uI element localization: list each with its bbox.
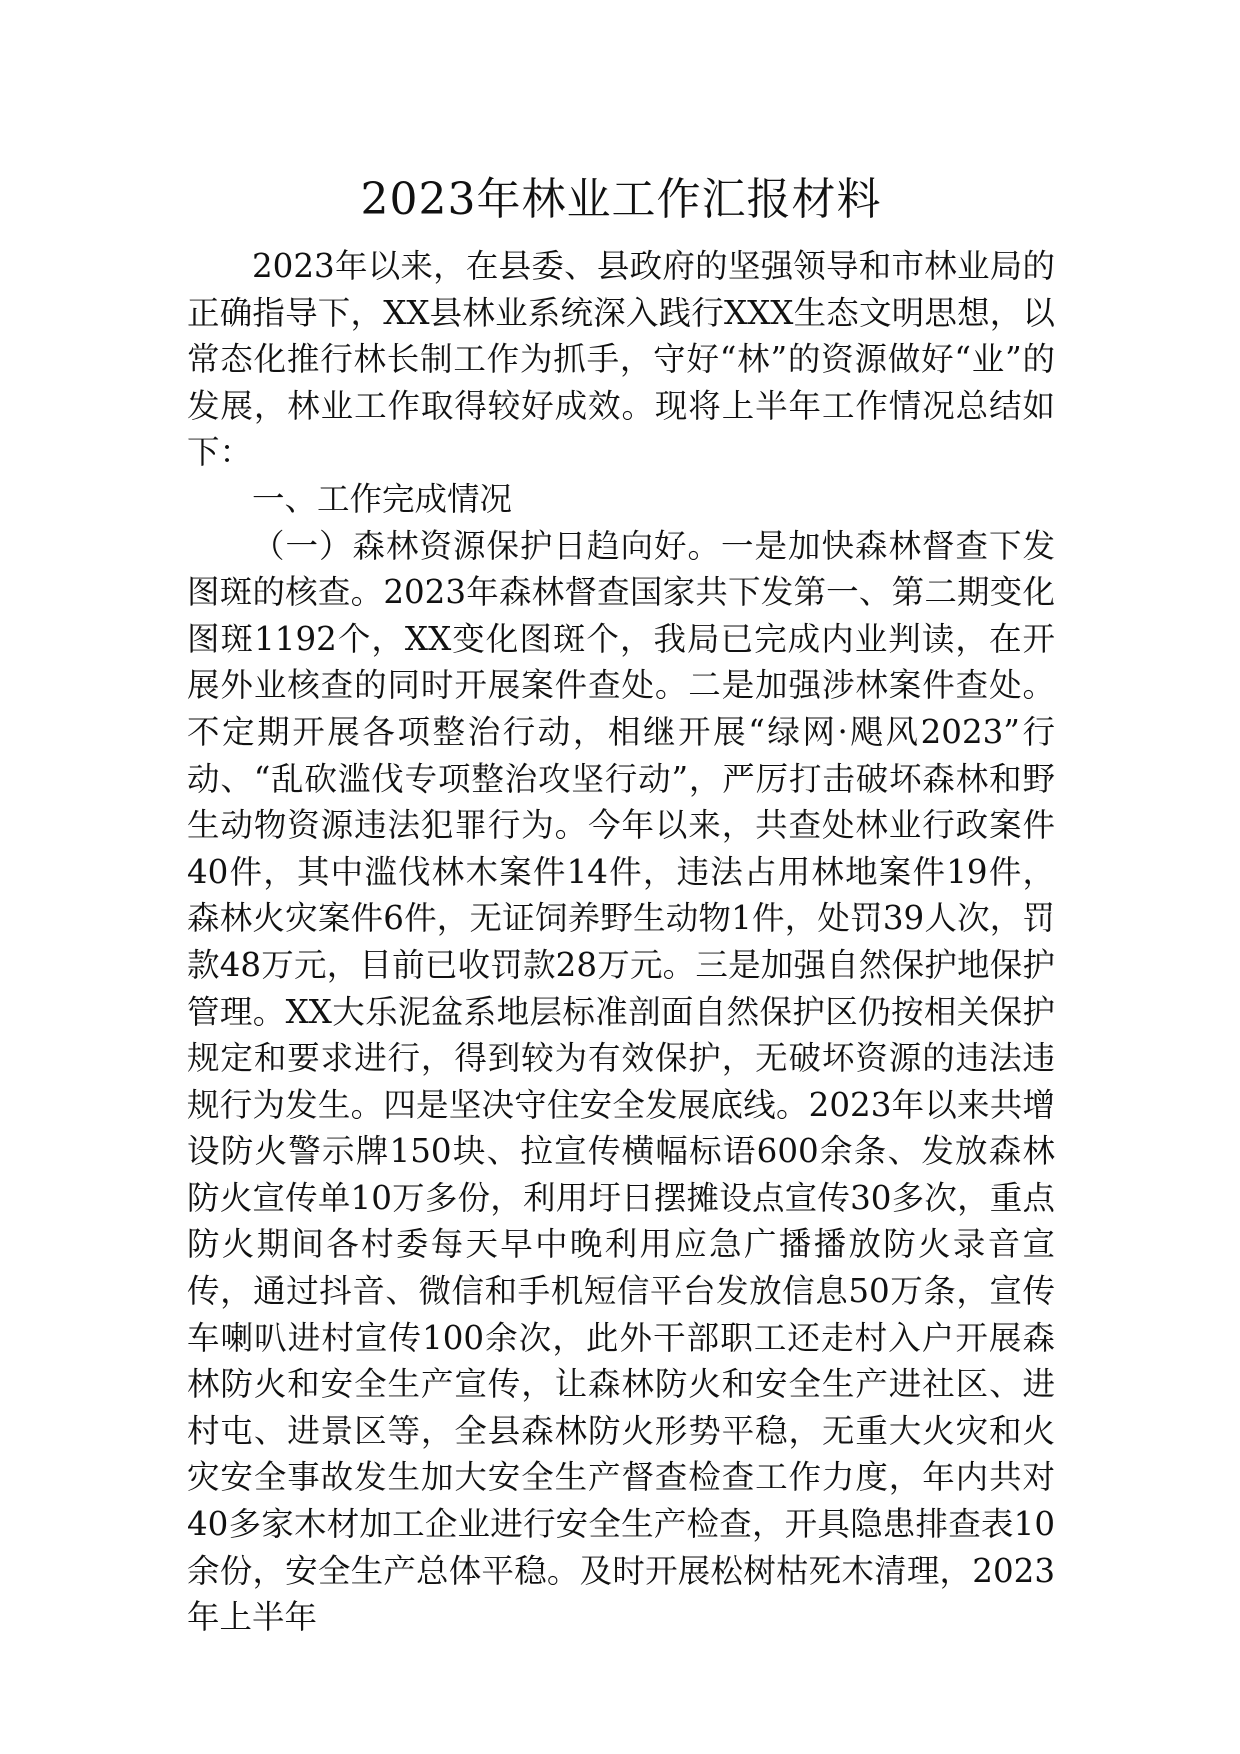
section-paragraph: （一）森林资源保护日趋向好。一是加快森林督查下发图斑的核查。2023年森林督查国家共下发第一、第二期变化图斑1192个，XX变化图斑个，我局已完成内业判读，在开展外业核查的同时开展案件查处。二是加强涉林案件查处。不定期开展各项整治行动，相继开展“绿网·飓风2023”行动、“乱砍滥伐专项整治攻坚行动”，严厉打击破坏森林和野生动物资源违法犯罪行为。今年以来，共查处林业行政案件40件，其中滥伐林木案件14件，违法占用林地案件19件，森林火灾案件6件，无证饲养野生动物1件，处罚39人次，罚款48万元，目前已收罚款28万元。三是加强自然保护地保护管理。XX大乐泥盆系地层标准剖面自然保护区仍按相关保护规定和要求进行，得到较为有效保护，无破坏资源的违法违规行为发生。四是坚决守住安全发展底线。2023年以来共增设防火警示牌150块、拉宣传横幅标语600余条、发放森林防火宣传单10万多份，利用圩日摆摊设点宣传30多次，重点防火期间各村委每天早中晚利用应急广播播放防火录音宣传，通过抖音、微信和手机短信平台发放信息50万条，宣传车喇叭进村宣传100余次，此外干部职工还走村入户开展森林防火和安全生产宣传，让森林防火和安全生产进社区、进村屯、进景区等，全县森林防火形势平稳，无重大火灾和火灾安全事故发生加大安全生产督查检查工作力度，年内共对40多家木材加工企业进行安全生产检查，开具隐患排查表10余份，安全生产总体平稳。及时开展松树枯死木清理，2023年上半年 [187, 526, 1055, 1637]
document-title: 2023年林业工作汇报材料 [360, 174, 882, 225]
document-body [187, 243, 1055, 1641]
intro-paragraph: 2023年以来，在县委、县政府的坚强领导和市林业局的正确指导下，XX县林业系统深入践行XXX生态文明思想，以常态化推行林长制工作为抓手，守好“林”的资源做好“业”的发展，林业工作取得较好成效。现将上半年工作情况总结如下： [187, 247, 1055, 472]
document-page [187, 165, 1055, 1641]
section-heading: 一、工作完成情况 [252, 479, 513, 518]
